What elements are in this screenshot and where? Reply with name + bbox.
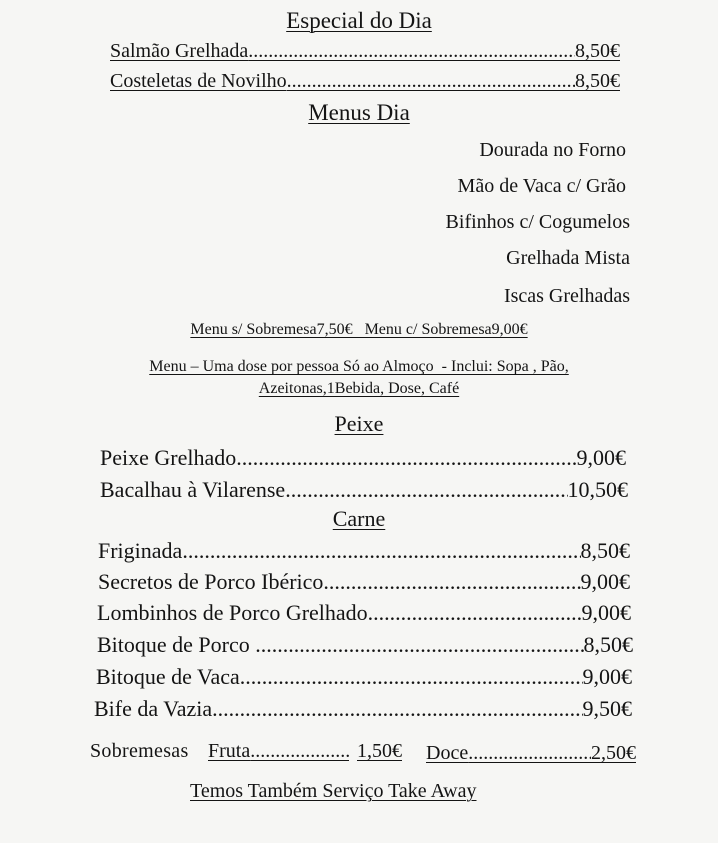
peixe-item-bacalhau xyxy=(100,477,628,503)
sobremesa-doce xyxy=(426,742,636,765)
item-name: Fruta xyxy=(208,740,251,762)
carne-title: Carne xyxy=(332,506,386,531)
item-price: 2,50€ xyxy=(591,742,636,764)
menu-dish-5: Iscas Grelhadas xyxy=(503,285,630,307)
item-price: 8,50€ xyxy=(575,70,620,92)
carne-item-lombinhos xyxy=(97,600,631,626)
especial-item-salmao xyxy=(110,40,620,63)
item-name: Bitoque de Porco xyxy=(97,632,256,657)
carne-item-friginada xyxy=(98,538,630,564)
menu-note-line1: Menu – Uma dose por pessoa Só ao Almoço - Inclui: Sopa , Pão, xyxy=(149,358,569,375)
item-name: Secretos de Porco Ibérico xyxy=(98,569,324,594)
leader-dots xyxy=(468,742,591,765)
item-price: 9,00€ xyxy=(580,569,630,594)
menus-dia-title: Menus Dia xyxy=(308,100,410,125)
item-name: Salmão Grelhada xyxy=(110,40,249,62)
leader-dots xyxy=(182,538,580,564)
leader-dots xyxy=(323,569,580,595)
item-name: Friginada xyxy=(98,538,183,563)
carne-item-bitoque-vaca xyxy=(96,664,632,690)
item-price: 8,50€ xyxy=(575,40,620,62)
item-price: 9,50€ xyxy=(582,696,632,721)
leader-dots xyxy=(236,445,576,471)
item-price: 9,00€ xyxy=(582,664,632,689)
menu-dish-1: Dourada no Forno xyxy=(479,139,626,161)
item-name: Bife da Vazia xyxy=(94,696,213,721)
sobremesas-label: Sobremesas xyxy=(90,740,189,762)
especial-title: Especial do Dia xyxy=(286,8,432,33)
item-name: Lombinhos de Porco Grelhado xyxy=(97,600,368,625)
item-name: Bitoque de Vaca xyxy=(96,664,240,689)
leader-dots xyxy=(255,632,583,658)
menu-prices-line: Menu s/ Sobremesa7,50€ Menu c/ Sobremesa9,00€ xyxy=(190,321,528,338)
especial-item-costeletas xyxy=(110,70,620,93)
item-price: 1,50€ xyxy=(357,740,402,762)
item-name: Peixe Grelhado xyxy=(100,445,237,470)
leader-dots xyxy=(287,70,575,93)
leader-dots xyxy=(285,477,567,503)
peixe-item-grelhado xyxy=(100,445,626,471)
leader-dots xyxy=(250,740,349,763)
item-name: Bacalhau à Vilarense xyxy=(100,477,286,502)
menu-note-line2: Azeitonas,1Bebida, Dose, Café xyxy=(258,380,460,397)
item-price: 10,50€ xyxy=(567,477,628,502)
sobremesa-fruta xyxy=(208,740,402,763)
carne-item-bitoque-porco xyxy=(97,632,633,658)
carne-item-secretos xyxy=(98,569,630,595)
leader-dots xyxy=(248,40,575,63)
item-name: Doce xyxy=(426,742,469,764)
leader-dots xyxy=(368,600,582,626)
menu-dish-2: Mão de Vaca c/ Grão xyxy=(457,175,626,197)
menu-dish-3: Bifinhos c/ Cogumelos xyxy=(445,211,630,233)
item-price: 9,00€ xyxy=(581,600,631,625)
leader-dots xyxy=(212,696,582,722)
peixe-title: Peixe xyxy=(334,411,384,436)
item-price: 8,50€ xyxy=(583,632,633,657)
menu-dish-4: Grelhada Mista xyxy=(506,247,630,269)
item-price: 8,50€ xyxy=(580,538,630,563)
leader-dots xyxy=(240,664,583,690)
take-away-footer: Temos Também Serviço Take Away xyxy=(190,780,477,802)
item-price: 9,00€ xyxy=(576,445,626,470)
item-name: Costeletas de Novilho xyxy=(110,70,287,92)
carne-item-bife-vazia xyxy=(94,696,632,722)
